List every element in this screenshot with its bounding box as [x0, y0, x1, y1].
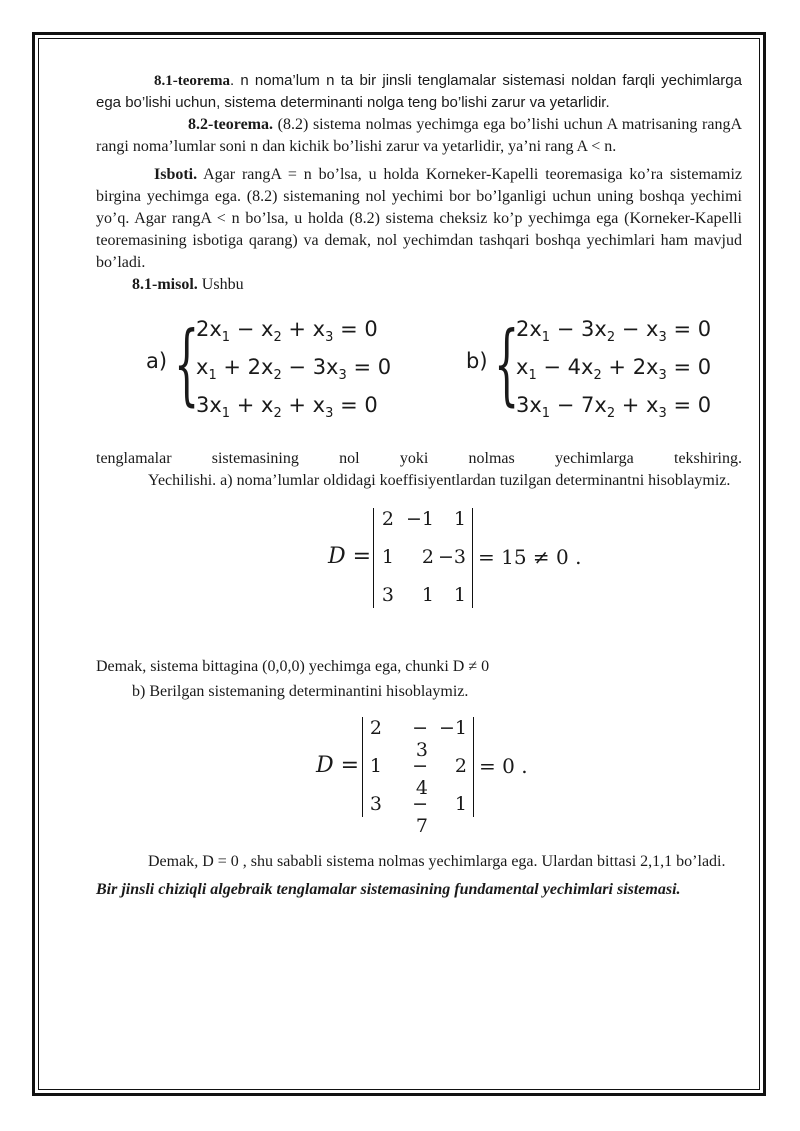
det-a-cell: 1 — [453, 508, 466, 530]
example-text: Ushbu — [197, 276, 244, 293]
system-b-brace: { — [494, 312, 520, 415]
det-a-cell: −1 — [405, 508, 434, 530]
section-heading: Bir jinsli chiziqli algebraik tenglamalar sistemasining fundamental yechimlari sistemasi. — [96, 881, 681, 898]
theorem-8-2-text: (8.2) sistema nolmas yechimga ega bo’lishi uchun A matrisaning rangA rangi noma’lumlar soni n dan kichik bo’lishi zarur va yetarlidir, ya’ni rang A < n. — [96, 116, 742, 155]
determinant-a — [96, 504, 742, 632]
determinant-b-label: D = — [316, 753, 360, 778]
system-b-eq3: $3x_1 - 7x_2 + x_3 = 0$ — [516, 393, 712, 422]
example-8-1 — [96, 274, 742, 296]
system-a-eq1: $2x_1 - x_2 + x_3 = 0$ — [196, 317, 378, 346]
theorem-8-2 — [96, 114, 742, 158]
det-b-cell: − 7 — [412, 793, 428, 837]
document-body — [96, 70, 742, 901]
equation-systems — [96, 308, 742, 448]
conclusion-b: Demak, D = 0 , shu sababli sistema nolmas yechimlarga ega. Ulardan bittasi 2,1,1 bo’ladi. — [148, 853, 726, 870]
det-a-cell: 3 — [381, 584, 394, 606]
determinant-b — [96, 711, 742, 837]
determinant-a-label: D = — [328, 544, 372, 569]
det-a-cell: 1 — [453, 584, 466, 606]
det-b-cell: 1 — [369, 755, 382, 777]
theorem-8-1-text: . n noma’lum n ta bir jinsli tenglamalar sistemasi noldan farqli yechimlarga ega bo’lishi uchun, sistema determinanti nolga teng bo’lishi zarur va yetarlidir. — [96, 72, 742, 111]
det-a-cell: 2 — [421, 546, 434, 568]
system-a-eq3: $3x_1 + x_2 + x_3 = 0$ — [196, 393, 378, 422]
determinant-b-result: = 0 . — [479, 754, 528, 778]
after-systems-text: tenglamalar sistemasining nol yoki nolmas yechimlarga tekshiring. — [96, 450, 742, 467]
proof-paragraph — [96, 164, 742, 274]
example-label: 8.1-misol. — [132, 276, 198, 293]
conclusion-a: Demak, sistema bittagina (0,0,0) yechimga ega, chunki D ≠ 0 — [96, 658, 490, 675]
det-b-cell: 3 — [369, 793, 382, 815]
system-a-eq2: $x_1 + 2x_2 - 3x_3 = 0$ — [196, 355, 392, 384]
det-b-cell: 1 — [454, 793, 467, 815]
system-a-brace: { — [174, 312, 200, 415]
system-b-label: b) — [466, 349, 488, 373]
proof-label: Isboti. — [154, 166, 198, 183]
determinant-a-result: = 15 ≠ 0 . — [478, 545, 582, 569]
system-b-eq1: $2x_1 - 3x_2 - x_3 = 0$ — [516, 317, 712, 346]
det-a-cell: 1 — [421, 584, 434, 606]
det-b-cell: −1 — [438, 717, 467, 739]
part-b-text: b) Berilgan sistemaning determinantini hisoblaymiz. — [132, 683, 469, 700]
system-b-equations — [516, 310, 711, 424]
det-b-cell: − 3 — [412, 717, 428, 761]
theorem-8-1 — [96, 70, 742, 114]
det-b-cell: 2 — [369, 717, 382, 739]
theorem-8-1-label: 8.1-teorema — [154, 73, 230, 89]
theorem-8-2-label: 8.2-teorema. — [188, 116, 273, 133]
system-b-eq2: $x_1 - 4x_2 + 2x_3 = 0$ — [516, 355, 712, 384]
det-b-cell: − 4 — [412, 755, 428, 799]
system-a-equations — [196, 310, 391, 424]
det-a-cell: −3 — [437, 546, 466, 568]
solution-text: Yechilishi. a) noma’lumlar oldidagi koeffisiyentlardan tuzilgan determinantni hisoblaymiz. — [148, 472, 731, 489]
det-a-cell: 1 — [381, 546, 394, 568]
proof-text: Agar rangA = n bo’lsa, u holda Korneker-Kapelli teoremasiga ko’ra sistemamiz birgina yechimga ega. (8.2) sistemaning nol yechimi bor bo’lganligi uchun uning boshqa yechimi yo’q. Agar rangA < n bo’lsa, u holda (8.2) sistema cheksiz ko’p yechimga ega (Korneker-Kapelli teoremasining isbotiga qarang) va demak, nol yechimdan tashqari boshqa yechimlari ham mavjud bo’ladi. — [96, 166, 742, 271]
system-a-label: a) — [146, 349, 168, 373]
det-a-cell: 2 — [381, 508, 394, 530]
det-b-cell: 2 — [454, 755, 467, 777]
